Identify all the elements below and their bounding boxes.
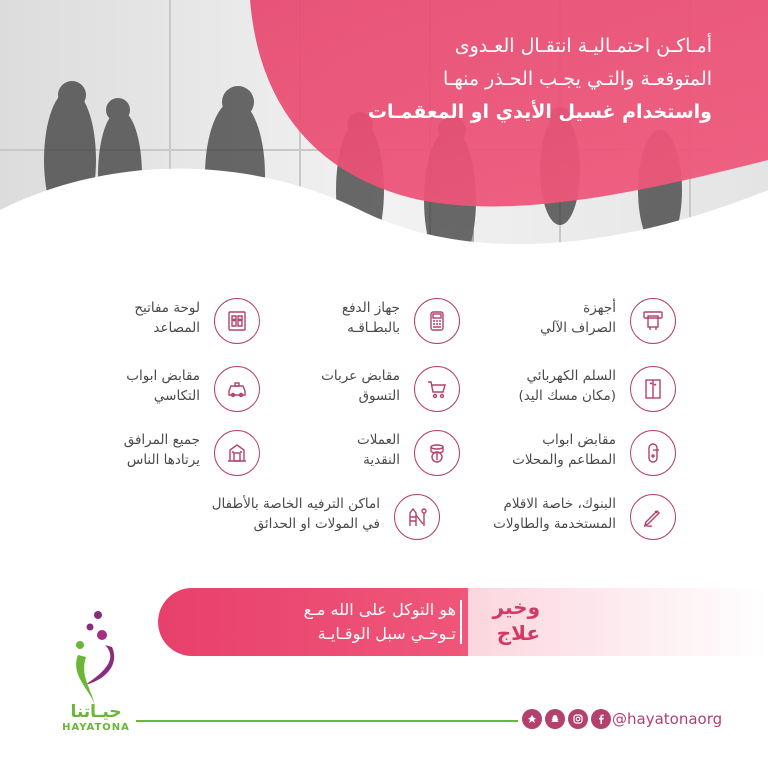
item-label: مقابض عربات التسوق (321, 368, 400, 404)
item-label: العملات النقدية (357, 432, 400, 468)
snapchat-ghost-icon[interactable] (545, 709, 565, 729)
shopping-cart-icon (414, 366, 460, 412)
list-item (474, 366, 676, 422)
quote-banner (158, 588, 768, 656)
list-item (500, 298, 676, 354)
item-label: لوحة مفاتيح المصاعد (134, 300, 200, 336)
title-line-2: المتوقعـة والتـي يجـب الحـذر منهـا (443, 68, 712, 90)
playground-icon (394, 494, 440, 540)
facebook-icon[interactable] (591, 709, 611, 729)
pen-icon (630, 494, 676, 540)
list-item (180, 494, 440, 550)
banner-side-line-2: علاج (496, 621, 540, 645)
item-label: اماكن الترفيه الخاصة بالأطفال في المولات او الحدائق (211, 496, 380, 532)
logo-arabic-text: حيـاتنا (70, 702, 122, 722)
social-links (522, 709, 611, 729)
item-label: مقابض ابواب المطاعم والمحلات (512, 432, 616, 468)
banner-text (178, 598, 456, 646)
hero-banner (0, 0, 768, 290)
coins-icon (414, 430, 460, 476)
social-handle[interactable]: @hayatonaorg (612, 710, 723, 728)
list-item (123, 430, 260, 486)
title-line-1: أمـاكـن احتمـاليـة انتقـال العـدوى (454, 35, 712, 57)
snapchat-icon[interactable] (522, 709, 542, 729)
item-label: السلم الكهربائي (مكان مسك اليد) (518, 368, 616, 404)
taxi-icon (214, 366, 260, 412)
list-item (300, 430, 460, 486)
item-label: البنوك، خاصة الاقلام المستخدمة والطاولات (493, 496, 616, 532)
page-title (282, 30, 712, 129)
list-item (126, 366, 260, 422)
banner-side-line-1: وخير (492, 595, 540, 619)
title-line-3: واستخدام غسيل الأيدي او المعقمـات (367, 101, 712, 123)
item-label: مقابض ابواب التكاسي (126, 368, 200, 404)
banner-side-text (470, 594, 540, 646)
atm-card-icon (630, 298, 676, 344)
building-icon (214, 430, 260, 476)
list-item (476, 430, 676, 486)
door-handle-icon (630, 430, 676, 476)
banner-line-1: هو التوكل على الله مـع (303, 600, 456, 619)
banner-divider (460, 600, 462, 644)
elevator-doors-icon (630, 366, 676, 412)
list-item (300, 366, 460, 422)
item-label: جميع المرافق يرتادها الناس (123, 432, 200, 468)
list-item (300, 298, 460, 354)
elevator-keypad-icon (214, 298, 260, 344)
list-item (476, 494, 676, 550)
item-label: أجهزة الصراف الآلي (540, 300, 616, 336)
card-payment-terminal-icon (414, 298, 460, 344)
list-item (134, 298, 260, 354)
logo-english-text: HAYATONA (62, 722, 130, 733)
item-label: جهاز الدفع بالبطـاقـه (341, 300, 400, 336)
footer-divider (136, 720, 518, 722)
banner-line-2: تـوخـي سبل الوقـايـة (317, 624, 456, 643)
instagram-icon[interactable] (568, 709, 588, 729)
